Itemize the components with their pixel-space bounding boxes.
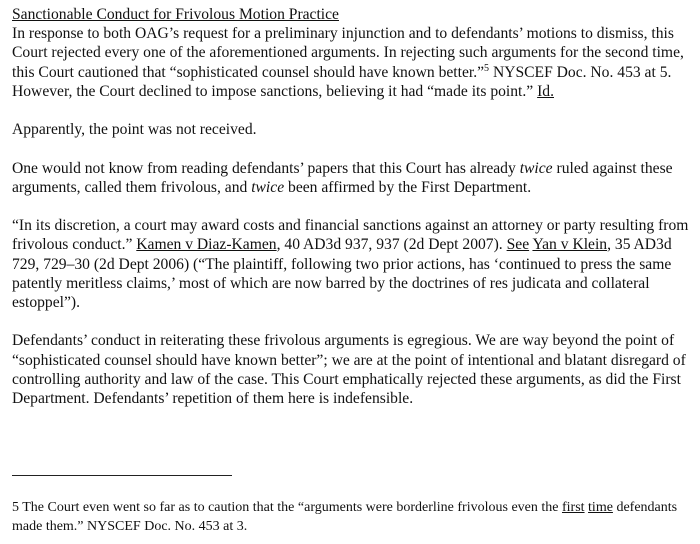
- paragraph-text: In response to both OAG’s request for a preliminary injunction and to defendants’ motions to dismiss, this Court rejected every one of the aforementioned arguments. In rejecting such arguments for the second time, this Court cautioned that “sophisticated counsel should have known better.”: [12, 25, 684, 81]
- citation-id: Id.: [537, 82, 554, 100]
- paragraph-text: NYSCEF Doc. No. 453 at 5. However, the Court declined to impose sanctions, believing it had “made its point.”: [12, 63, 672, 100]
- footnote-text: defendants made them.” NYSCEF Doc. No. 453 at 3.: [12, 500, 678, 534]
- paragraph-point-not-received: Apparently, the point was not received.: [12, 121, 257, 139]
- section-heading: Sanctionable Conduct for Frivolous Motion Practice: [12, 6, 339, 23]
- footnote-reference: 5: [484, 62, 490, 74]
- paragraph-egregious-conduct: Defendants’ conduct in reiterating these frivolous arguments is egregious. We are way beyond the point of “sophisticated counsel should have known better”; we are at the point of intentional and blatant disregard of controlling authority and law of the case. This Court emphatically rejected these arguments, as did the First Department. Defendants’ repetition of them here is indefensible.: [12, 332, 686, 407]
- footnote-emphasis-first: first: [561, 500, 585, 515]
- paragraph-case-law: [12, 216, 692, 312]
- paragraph-oag-response: [12, 24, 692, 101]
- paragraph-text: “In its discretion, a court may award costs and financial sanctions against an attorney or party resulting from frivolous conduct.”: [12, 217, 689, 254]
- footnote-divider: [12, 475, 232, 476]
- paragraph-twice-ruled: [12, 159, 692, 197]
- footnote-5: [12, 498, 692, 536]
- emphasis-twice: twice: [519, 159, 553, 177]
- paragraph-text: been affirmed by the First Department.: [284, 178, 532, 196]
- footnote-emphasis-time: time: [588, 500, 613, 515]
- case-citation: Kamen v Diaz-Kamen: [136, 236, 277, 254]
- footnote-text: 5 The Court even went so far as to caution that the “arguments were borderline frivolous even the: [12, 500, 562, 515]
- paragraph-text: ruled against these arguments, called them frivolous, and: [12, 159, 673, 196]
- document-body: [12, 5, 692, 427]
- paragraph-text: , 35 AD3d 729, 729–30 (2d Dept 2006) (“The plaintiff, following two prior actions, has ‘continued to press the same patently meritless claims,’ most of which are now barred by the doctrines of res judicata and collateral estoppel”).: [12, 236, 672, 311]
- case-citation: Yan v Klein: [532, 236, 608, 254]
- emphasis-twice: twice: [251, 178, 285, 196]
- signal-see: See: [506, 236, 530, 254]
- paragraph-text: , 40 AD3d 937, 937 (2d Dept 2007).: [276, 236, 507, 254]
- paragraph-text: One would not know from reading defendants’ papers that this Court has already: [12, 159, 520, 177]
